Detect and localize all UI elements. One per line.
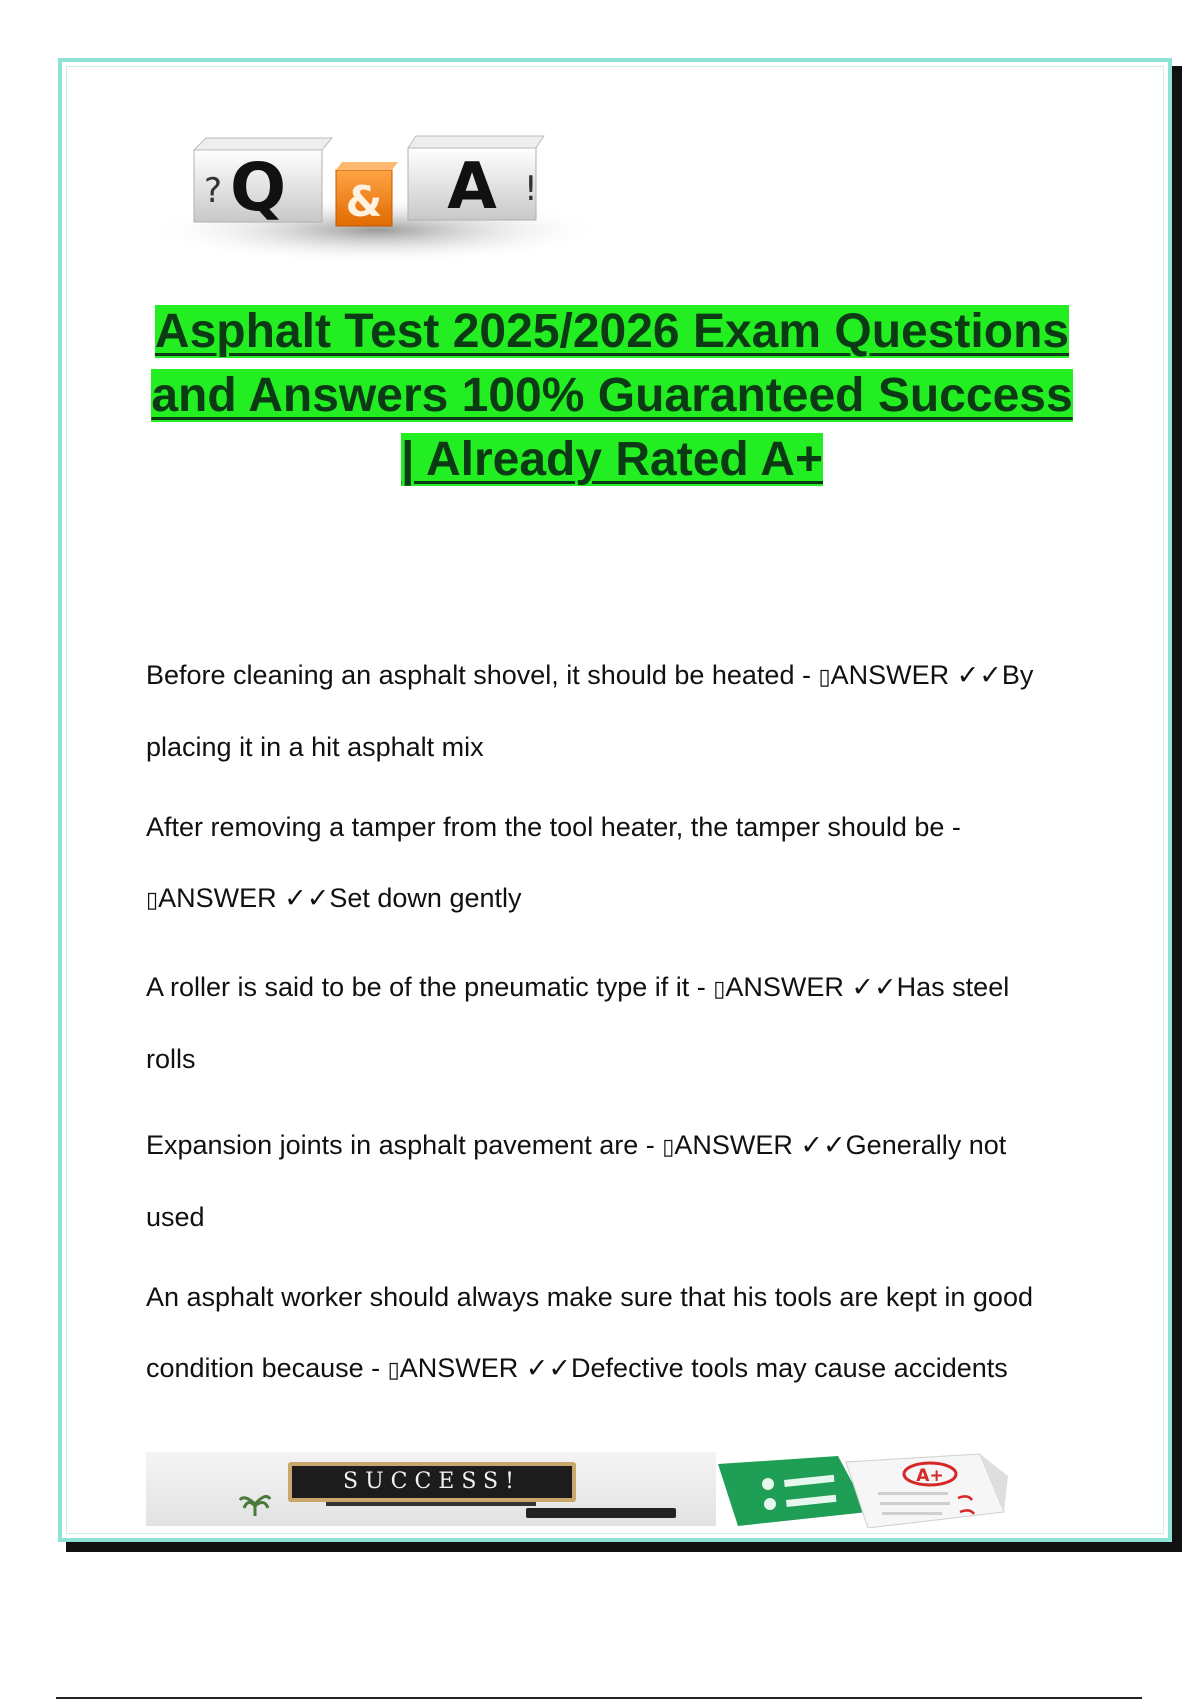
missing-glyph-icon: ▯ — [662, 1134, 675, 1159]
svg-text:A: A — [447, 150, 497, 224]
svg-text:Q: Q — [229, 149, 287, 226]
laptop-icon — [526, 1508, 676, 1518]
answer-text: Defective tools may cause accidents — [571, 1353, 1008, 1383]
svg-text:?: ? — [204, 171, 223, 211]
svg-text:&: & — [345, 177, 383, 226]
missing-glyph-icon: ▯ — [818, 664, 831, 689]
qa-item — [146, 1262, 1086, 1405]
success-sign: SUCCESS! — [288, 1462, 576, 1502]
question-text: After removing a tamper from the tool heater, the tamper should be - — [146, 812, 961, 842]
answer-text: By — [1001, 660, 1034, 690]
title-line-1: Asphalt Test 2025/2026 Exam Questions — [154, 305, 1070, 358]
qa-item — [146, 792, 1086, 935]
page-bottom-rule — [56, 1697, 1142, 1699]
answer-text: Generally not — [845, 1130, 1007, 1160]
title-line-3: | Already Rated A+ — [400, 433, 823, 486]
qa-item — [146, 640, 1086, 783]
question-text-continued: condition because - — [146, 1353, 388, 1383]
success-banner-image — [146, 1452, 716, 1526]
answer-text-continued: rolls — [146, 1044, 196, 1074]
question-text: A roller is said to be of the pneumatic type if it - — [146, 972, 714, 1002]
qa-item — [146, 1110, 1086, 1253]
answer-marker: ANSWER ✓✓ — [399, 1353, 572, 1383]
missing-glyph-icon: ▯ — [713, 976, 726, 1001]
qa-item — [146, 952, 1086, 1095]
qa-dice-logo — [146, 130, 600, 270]
answer-marker: ANSWER ✓✓ — [674, 1130, 846, 1160]
missing-glyph-icon: ▯ — [146, 887, 159, 912]
question-text: Before cleaning an asphalt shovel, it should be heated - — [146, 660, 819, 690]
answer-marker: ANSWER ✓✓ — [725, 972, 897, 1002]
answer-text: Has steel — [896, 972, 1010, 1002]
document-title — [140, 300, 1084, 492]
question-text: An asphalt worker should always make sure that his tools are kept in good — [146, 1282, 1033, 1312]
title-line-2: and Answers 100% Guaranteed Success — [151, 369, 1073, 422]
question-text: Expansion joints in asphalt pavement are - — [146, 1130, 663, 1160]
answer-text-continued: used — [146, 1202, 205, 1232]
plant-icon — [238, 1490, 272, 1516]
answer-text: Set down gently — [329, 883, 522, 913]
answer-marker: ANSWER ✓✓ — [830, 660, 1002, 690]
sign-stand — [326, 1502, 536, 1506]
grade-badge: A+ — [916, 1466, 944, 1486]
answer-marker: ANSWER ✓✓ — [158, 883, 330, 913]
answer-text-continued: placing it in a hit asphalt mix — [146, 732, 484, 762]
graded-test-sheet-icon — [718, 1452, 1058, 1528]
missing-glyph-icon: ▯ — [387, 1357, 400, 1382]
svg-text:!: ! — [524, 169, 538, 209]
